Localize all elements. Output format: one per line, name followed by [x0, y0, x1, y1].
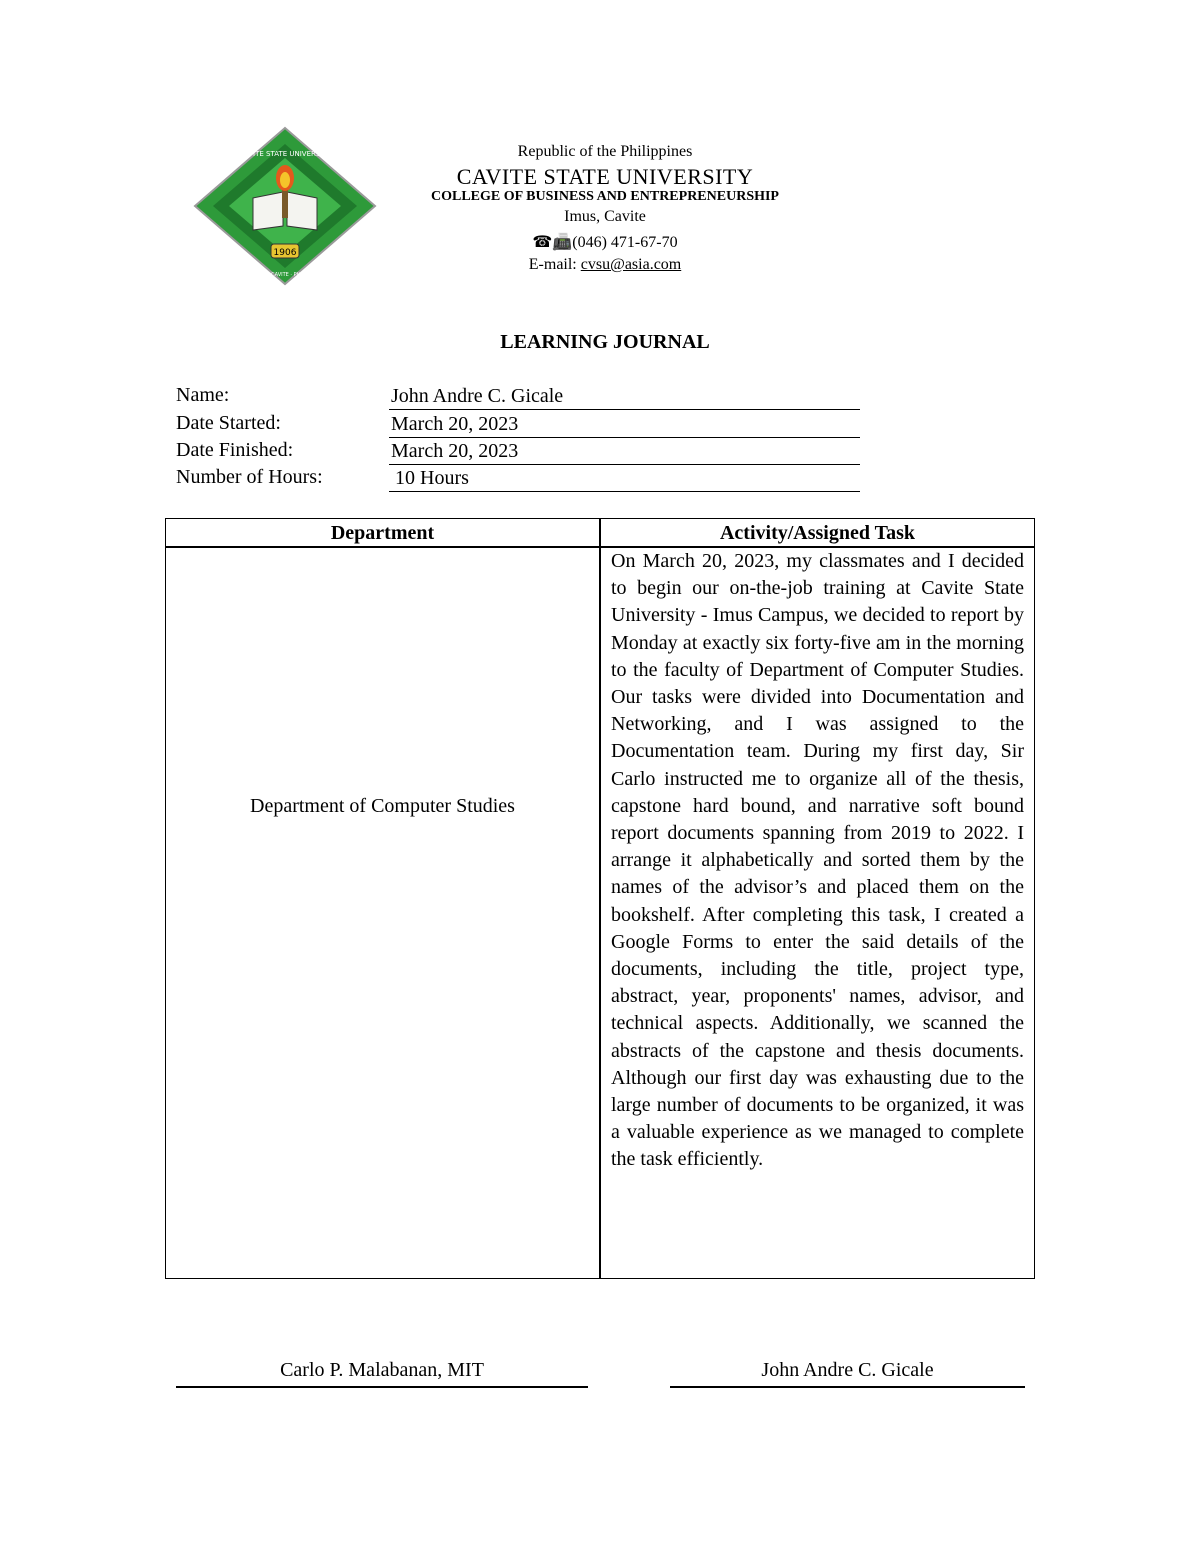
- header-email-line: [300, 256, 910, 274]
- name-value: John Andre C. Gicale: [389, 384, 860, 410]
- date-finished-value: March 20, 2023: [389, 439, 860, 465]
- date-started-label: Date Started:: [176, 412, 281, 434]
- table-cell-department: Department of Computer Studies: [250, 795, 515, 817]
- header-republic: Republic of the Philippines: [517, 143, 693, 160]
- seal-ring-text: CAVITE STATE UNIVERSITY: [239, 150, 331, 158]
- table-header-department: Department: [330, 522, 435, 544]
- table-column-divider: [599, 518, 601, 1279]
- table-header-activity: Activity/Assigned Task: [719, 522, 916, 544]
- header-phone: (046) 471-67-70: [572, 234, 678, 251]
- header-phone-line: [300, 232, 910, 252]
- seal-year-text: 1906: [273, 248, 297, 258]
- signature-supervisor-name: Carlo P. Malabanan, MIT: [280, 1359, 484, 1381]
- signature-student-line: [670, 1386, 1025, 1388]
- header-university-name: CAVITE STATE UNIVERSITY: [456, 164, 754, 189]
- hours-value: 10 Hours: [389, 466, 860, 492]
- name-label: Name:: [176, 384, 230, 406]
- signature-supervisor-line: [176, 1386, 588, 1388]
- table-cell-activity: On March 20, 2023, my classmates and I decided to begin our on-the-job training at Cavite State University - Imus Campus, we decided to report by Monday at exactly six forty-five am in the morning to the faculty of Department of Computer Studies. Our tasks were divided into Documentation and Networking, and I was assigned to the Documentation team. During my first day, Sir Carlo instructed me to organize all of the thesis, capstone hard bound, and narrative soft bound report documents spanning from 2019 to 2022. I arrange it alphabetically and sorted them by the names of the advisor’s and placed them on the bookshelf. After completing this task, I created a Google Forms to enter the said details of the documents, including the title, project type, abstract, year, proponents' names, advisor, and technical aspects. Additionally, we scanned the abstracts of the capstone and thesis documents. Although our first day was exhausting due to the large number of documents to be organized, it was a valuable experience as we managed to complete the task efficiently.: [611, 550, 1024, 1171]
- email-label: E-mail:: [528, 256, 577, 273]
- date-started-value: March 20, 2023: [389, 412, 860, 438]
- header-location: Imus, Cavite: [564, 208, 646, 225]
- header-college-name: COLLEGE OF BUSINESS AND ENTREPRENEURSHIP: [430, 189, 779, 204]
- email-link[interactable]: cvsu@asia.com: [580, 256, 682, 273]
- seal-bottom-text: INDANG · CAVITE · PHILIPPINES: [246, 272, 324, 278]
- phone-icon: ☎📠: [532, 234, 573, 251]
- date-finished-label: Date Finished:: [176, 439, 294, 461]
- signature-student-name: John Andre C. Gicale: [761, 1359, 934, 1381]
- document-title: LEARNING JOURNAL: [500, 331, 710, 353]
- hours-label: Number of Hours:: [176, 466, 323, 488]
